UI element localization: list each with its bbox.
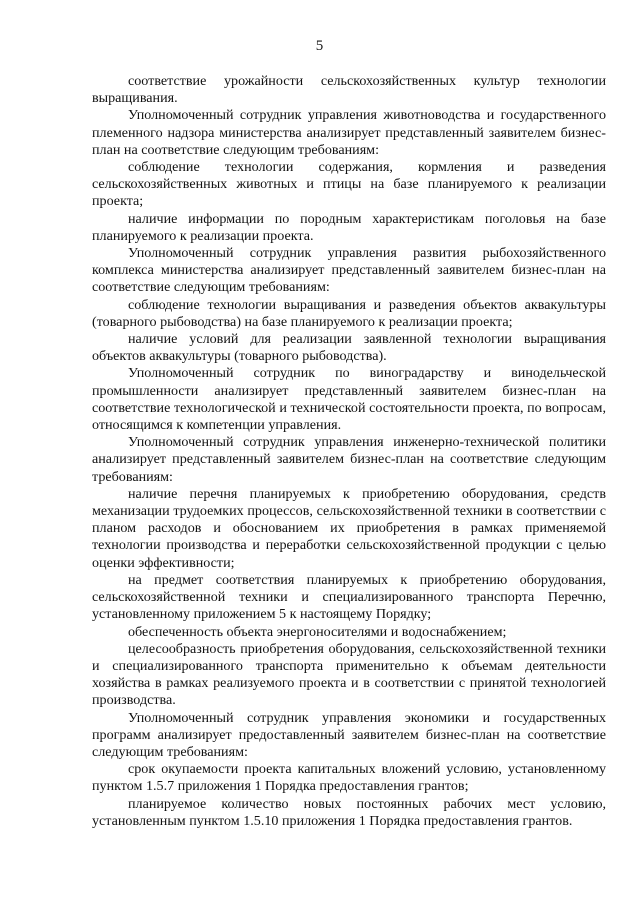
paragraph-engineering-requirement-2: на предмет соответствия планируемых к приобретению оборудования, сельскохозяйственной техники и специализированного транспорта Перечню, установленному приложением 5 к настоящему Порядку; — [92, 571, 606, 623]
paragraph-viticulture: Уполномоченный сотрудник по виноградарству и винодельческой промышленности анализирует представленный заявителем бизнес-план на соответствие технологической и технической состоятельности проекта, по вопросам, относящимся к компетенции управления. — [92, 365, 606, 434]
paragraph-livestock-requirement-1: соблюдение технологии содержания, кормления и разведения сельскохозяйственных животных и птицы на базе планируемого к реализации проекта; — [92, 159, 606, 210]
document-body — [92, 73, 606, 830]
paragraph-economics-requirement-1: срок окупаемости проекта капитальных вложений условию, установленному пунктом 1.5.7 приложения 1 Порядка предоставления грантов; — [92, 761, 606, 795]
paragraph-economics-requirement-2: планируемое количество новых постоянных рабочих мест условию, установленным пунктом 1.5.10 приложения 1 Порядка предоставления грантов. — [92, 795, 606, 829]
paragraph-economics-department: Уполномоченный сотрудник управления экономики и государственных программ анализирует предоставленный заявителем бизнес-план на соответствие следующим требованиям: — [92, 709, 606, 760]
paragraph-engineering-requirement-1: наличие перечня планируемых к приобретению оборудования, средств механизации трудоемких процессов, сельскохозяйственной техники в соответствии с планом расходов и обоснованием их приобретения в рамках применяемой технологии производства и переработки сельскохозяйственной продукции с целью оценки эффективности; — [92, 485, 606, 571]
paragraph-fishery-requirement-1: соблюдение технологии выращивания и разведения объектов аквакультуры (товарного рыбоводства) на базе планируемого к реализации проекта; — [92, 296, 606, 330]
paragraph-engineering-requirement-3: обеспеченность объекта энергоносителями и водоснабжением; — [128, 623, 507, 640]
paragraph-fishery-department: Уполномоченный сотрудник управления развития рыбохозяйственного комплекса министерства анализирует представленный заявителем бизнес-план на соответствие следующим требованиям: — [92, 245, 606, 296]
paragraph-livestock-requirement-2: наличие информации по породным характеристикам поголовья на базе планируемого к реализации проекта. — [92, 210, 606, 244]
paragraph-engineering-department: Уполномоченный сотрудник управления инженерно-технической политики анализирует представленный заявителем бизнес-план на соответствие следующим требованиям: — [92, 434, 606, 485]
page-number: 5 — [315, 38, 324, 54]
paragraph-fishery-requirement-2: наличие условий для реализации заявленной технологии выращивания объектов аквакультуры (товарного рыбоводства). — [92, 331, 606, 365]
paragraph-livestock-department: Уполномоченный сотрудник управления животноводства и государственного племенного надзора министерства анализирует представленный заявителем бизнес-план на соответствие следующим требованиям: — [92, 107, 606, 158]
paragraph-continuation: соответствие урожайности сельскохозяйственных культур технологии выращивания. — [92, 73, 606, 107]
paragraph-engineering-requirement-4: целесообразность приобретения оборудования, сельскохозяйственной техники и специализированного транспорта применительно к объемам деятельности хозяйства в рамках реализуемого проекта и в соответствии с принятой технологией производства. — [92, 640, 606, 709]
